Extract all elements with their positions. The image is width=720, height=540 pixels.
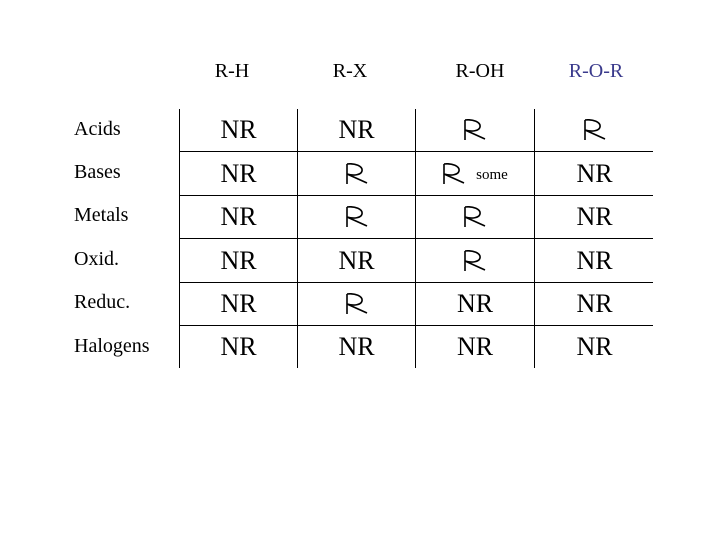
row-label-acids: Acids [74,118,121,140]
check-mark-icon [345,163,369,185]
cell-note: some [476,167,508,183]
cell-text: NR [576,158,613,188]
cell-text: NR [220,158,257,188]
cell-oxid-r-x [298,239,416,282]
column-header-r-o-r: R-O-R [568,60,624,82]
cell-bases-r-oh [416,152,535,195]
cell-reduc-r-h [180,283,298,325]
cell-reduc-r-x [298,283,416,325]
cell-halogens-r-x [298,326,416,368]
cell-text: NR [338,245,375,275]
cell-text: NR [338,332,375,361]
cell-bases-r-x [298,152,416,195]
column-header-r-oh: R-OH [455,60,505,82]
cell-bases-r-o-r [535,152,654,195]
cell-text: NR [220,332,257,361]
cell-text: NR [576,245,613,275]
cell-text: NR [220,202,257,231]
row-label-reduc: Reduc. [74,291,131,313]
row-label-bases: Bases [74,161,121,183]
cell-halogens-r-h [180,326,298,368]
cell-acids-r-o-r [535,109,654,151]
column-header-r-x: R-X [332,60,368,82]
cell-metals-r-o-r [535,196,654,238]
check-mark-icon [463,250,487,272]
cell-metals-r-h [180,196,298,238]
cell-acids-r-oh [416,109,535,151]
cell-halogens-r-o-r [535,326,654,368]
reactivity-table [179,109,653,368]
cell-text: NR [220,115,257,144]
check-mark-icon [345,293,369,315]
cell-text: NR [338,115,375,144]
row-label-halogens: Halogens [74,335,150,357]
cell-oxid-r-oh [416,239,535,282]
cell-text: NR [456,332,494,361]
row-label-oxid: Oxid. [74,248,119,270]
cell-text: NR [220,245,257,275]
check-mark-icon [463,206,487,228]
cell-reduc-r-o-r [535,283,654,325]
cell-metals-r-x [298,196,416,238]
cell-text: NR [220,289,257,318]
cell-bases-r-h [180,152,298,195]
cell-acids-r-h [180,109,298,151]
cell-metals-r-oh [416,196,535,238]
column-header-r-h: R-H [214,60,250,82]
check-mark-icon [463,119,487,141]
check-mark-icon [345,206,369,228]
cell-halogens-r-oh [416,326,535,368]
cell-text: NR [576,202,613,231]
cell-reduc-r-oh [416,283,535,325]
cell-oxid-r-o-r [535,239,654,282]
cell-text: NR [456,289,494,318]
cell-text: NR [576,289,613,318]
check-mark-icon [583,119,607,141]
cell-text: NR [576,332,613,361]
cell-acids-r-x [298,109,416,151]
check-mark-icon [442,163,466,185]
cell-oxid-r-h [180,239,298,282]
row-label-metals: Metals [74,204,129,226]
